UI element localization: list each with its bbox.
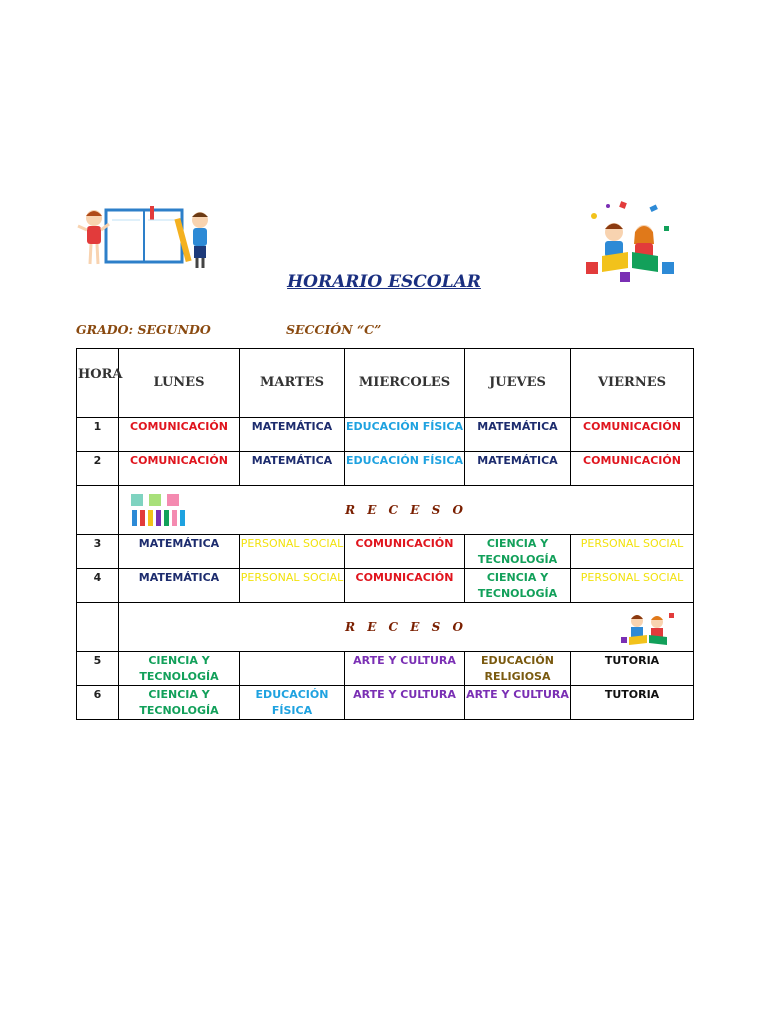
table-row [77, 418, 694, 452]
schedule-cell: MATEMÁTICA [119, 535, 240, 569]
kids-with-book-illustration [76, 204, 218, 270]
header-hora: HORA [77, 349, 119, 418]
schedule-cell: TUTORIA [571, 686, 694, 720]
recess-cell [119, 486, 694, 535]
schedule-cell: CIENCIA Y TECNOLOGÍA [465, 569, 571, 603]
recess-cell [119, 603, 694, 652]
schedule-cell: COMUNICACIÓN [571, 452, 694, 486]
schedule-cell: TUTORIA [571, 652, 694, 686]
schedule-cell: PERSONAL SOCIAL [240, 535, 345, 569]
schedule-cell: ARTE Y CULTURA [345, 652, 465, 686]
table-row [77, 686, 694, 720]
schedule-cell: ARTE Y CULTURA [465, 686, 571, 720]
kids-reading-illustration [619, 607, 677, 647]
hora-cell: 6 [77, 686, 119, 720]
table-row [77, 535, 694, 569]
schedule-table [76, 348, 694, 720]
schedule-cell: MATEMÁTICA [240, 418, 345, 452]
schedule-cell: ARTE Y CULTURA [345, 686, 465, 720]
hora-cell: 3 [77, 535, 119, 569]
header-jueves: JUEVES [465, 349, 571, 418]
schedule-cell: EDUCACIÓN RELIGIOSA [465, 652, 571, 686]
kids-reading-illustration [580, 196, 680, 284]
schedule-cell: COMUNICACIÓN [119, 452, 240, 486]
recess-label: R E C E S O [345, 620, 467, 634]
schedule-cell: MATEMÁTICA [465, 418, 571, 452]
hora-cell: 1 [77, 418, 119, 452]
header-lunes: LUNES [119, 349, 240, 418]
schedule-cell: CIENCIA Y TECNOLOGÍA [119, 686, 240, 720]
schedule-cell: COMUNICACIÓN [345, 535, 465, 569]
schedule-cell: COMUNICACIÓN [571, 418, 694, 452]
schedule-cell: MATEMÁTICA [119, 569, 240, 603]
hora-cell: 4 [77, 569, 119, 603]
section-label: SECCIÓN “C” [286, 322, 382, 337]
schedule-cell: COMUNICACIÓN [345, 569, 465, 603]
header-martes: MARTES [240, 349, 345, 418]
schedule-cell: CIENCIA Y TECNOLOGÍA [119, 652, 240, 686]
recess-row [77, 486, 694, 535]
header-viernes: VIERNES [571, 349, 694, 418]
hora-cell: 2 [77, 452, 119, 486]
header-row [77, 349, 694, 418]
schedule-cell: PERSONAL SOCIAL [571, 535, 694, 569]
schedule-cell: EDUCACIÓN FÍSICA [345, 418, 465, 452]
page-title: HORARIO ESCOLAR [287, 272, 481, 292]
recess-empty-cell [77, 486, 119, 535]
table-row [77, 569, 694, 603]
schedule-cell: EDUCACIÓN FÍSICA [240, 686, 345, 720]
schedule-cell: PERSONAL SOCIAL [240, 569, 345, 603]
hora-cell: 5 [77, 652, 119, 686]
header-miercoles: MIERCOLES [345, 349, 465, 418]
table-row [77, 452, 694, 486]
schedule-cell: EDUCACIÓN FÍSICA [345, 452, 465, 486]
schedule-cell: PERSONAL SOCIAL [571, 569, 694, 603]
schedule-cell: MATEMÁTICA [240, 452, 345, 486]
grade-label: GRADO: SEGUNDO [76, 322, 211, 337]
table-row [77, 652, 694, 686]
schedule-cell: MATEMÁTICA [465, 452, 571, 486]
recess-row [77, 603, 694, 652]
recess-label: R E C E S O [345, 503, 467, 517]
schedule-cell: CIENCIA Y TECNOLOGÍA [465, 535, 571, 569]
school-supplies-illustration [129, 492, 187, 528]
schedule-cell [240, 652, 345, 686]
schedule-cell: COMUNICACIÓN [119, 418, 240, 452]
recess-empty-cell [77, 603, 119, 652]
